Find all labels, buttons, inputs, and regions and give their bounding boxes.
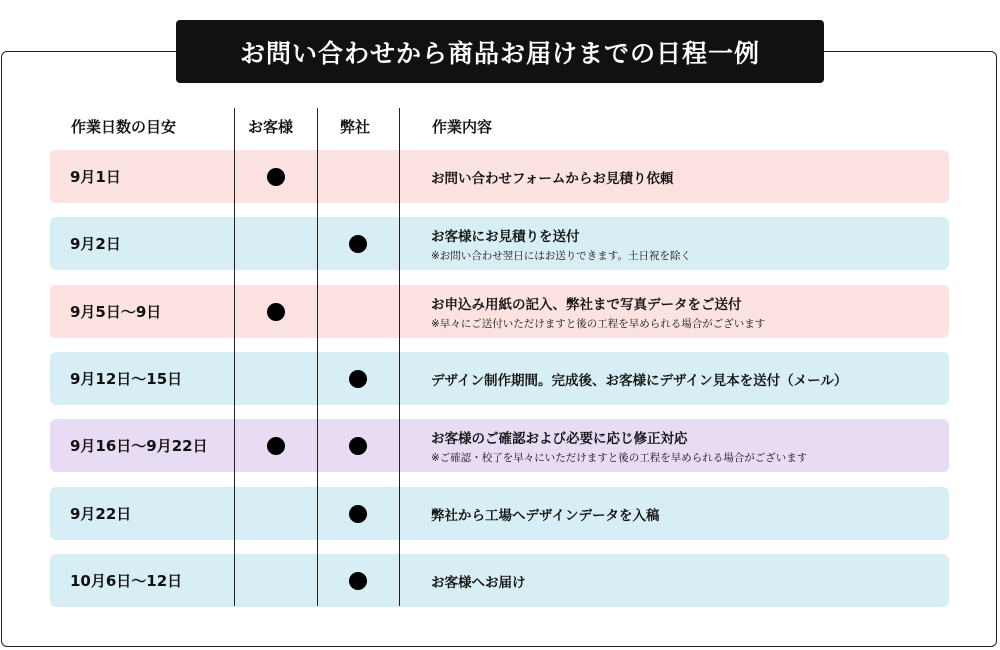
row-task: お客様へお届け: [431, 574, 526, 591]
row-task: 弊社から工場へデザインデータを入稿: [431, 507, 660, 524]
row-task: デザイン制作期間。完成後、お客様にデザイン見本を送付（メール）: [431, 372, 848, 389]
schedule-row: [50, 419, 949, 472]
header-days: 作業日数の目安: [71, 118, 177, 136]
column-divider: [234, 108, 235, 606]
row-date: 9月1日: [70, 168, 121, 186]
row-date: 9月5日〜9日: [70, 303, 162, 321]
row-task: お申込み用紙の記入、弊社まで写真データをご送付: [431, 296, 742, 313]
row-task: お客様にお見積りを送付: [431, 228, 580, 245]
row-note: ※早々にご送付いただけますと後の工程を早められる場合がございます: [431, 317, 766, 330]
row-content: [431, 150, 673, 203]
row-note: ※ご確認・校了を早々にいただけますと後の工程を早められる場合がございます: [431, 451, 808, 464]
client-dot-icon: [267, 437, 285, 455]
row-date: 10月6日〜12日: [70, 572, 183, 590]
schedule-row: [50, 554, 949, 607]
row-date: 9月16日〜9月22日: [70, 437, 208, 455]
row-content: [431, 285, 765, 338]
company-dot-icon: [349, 437, 367, 455]
company-dot-icon: [349, 572, 367, 590]
header-client: お客様: [248, 118, 294, 136]
schedule-row: [50, 352, 949, 405]
row-content: [431, 419, 807, 472]
company-dot-icon: [349, 505, 367, 523]
schedule-row: [50, 217, 949, 270]
company-dot-icon: [349, 235, 367, 253]
schedule-row: [50, 285, 949, 338]
schedule-row: [50, 487, 949, 540]
row-content: [431, 554, 526, 607]
page-title: お問い合わせから商品お届けまでの日程一例: [176, 20, 824, 83]
row-date: 9月12日〜15日: [70, 370, 183, 388]
row-task: お客様のご確認および必要に応じ修正対応: [431, 430, 688, 447]
header-content: 作業内容: [432, 118, 493, 136]
client-dot-icon: [267, 303, 285, 321]
row-content: [431, 217, 691, 270]
row-date: 9月22日: [70, 505, 132, 523]
header-company: 弊社: [340, 118, 371, 136]
column-divider: [399, 108, 400, 606]
column-divider: [317, 108, 318, 606]
row-content: [431, 352, 847, 405]
schedule-row: [50, 150, 949, 203]
row-note: ※お問い合わせ翌日にはお送りできます。土日祝を除く: [431, 249, 691, 262]
row-date: 9月2日: [70, 235, 121, 253]
row-content: [431, 487, 660, 540]
row-task: お問い合わせフォームからお見積り依頼: [431, 170, 674, 187]
company-dot-icon: [349, 370, 367, 388]
client-dot-icon: [267, 168, 285, 186]
